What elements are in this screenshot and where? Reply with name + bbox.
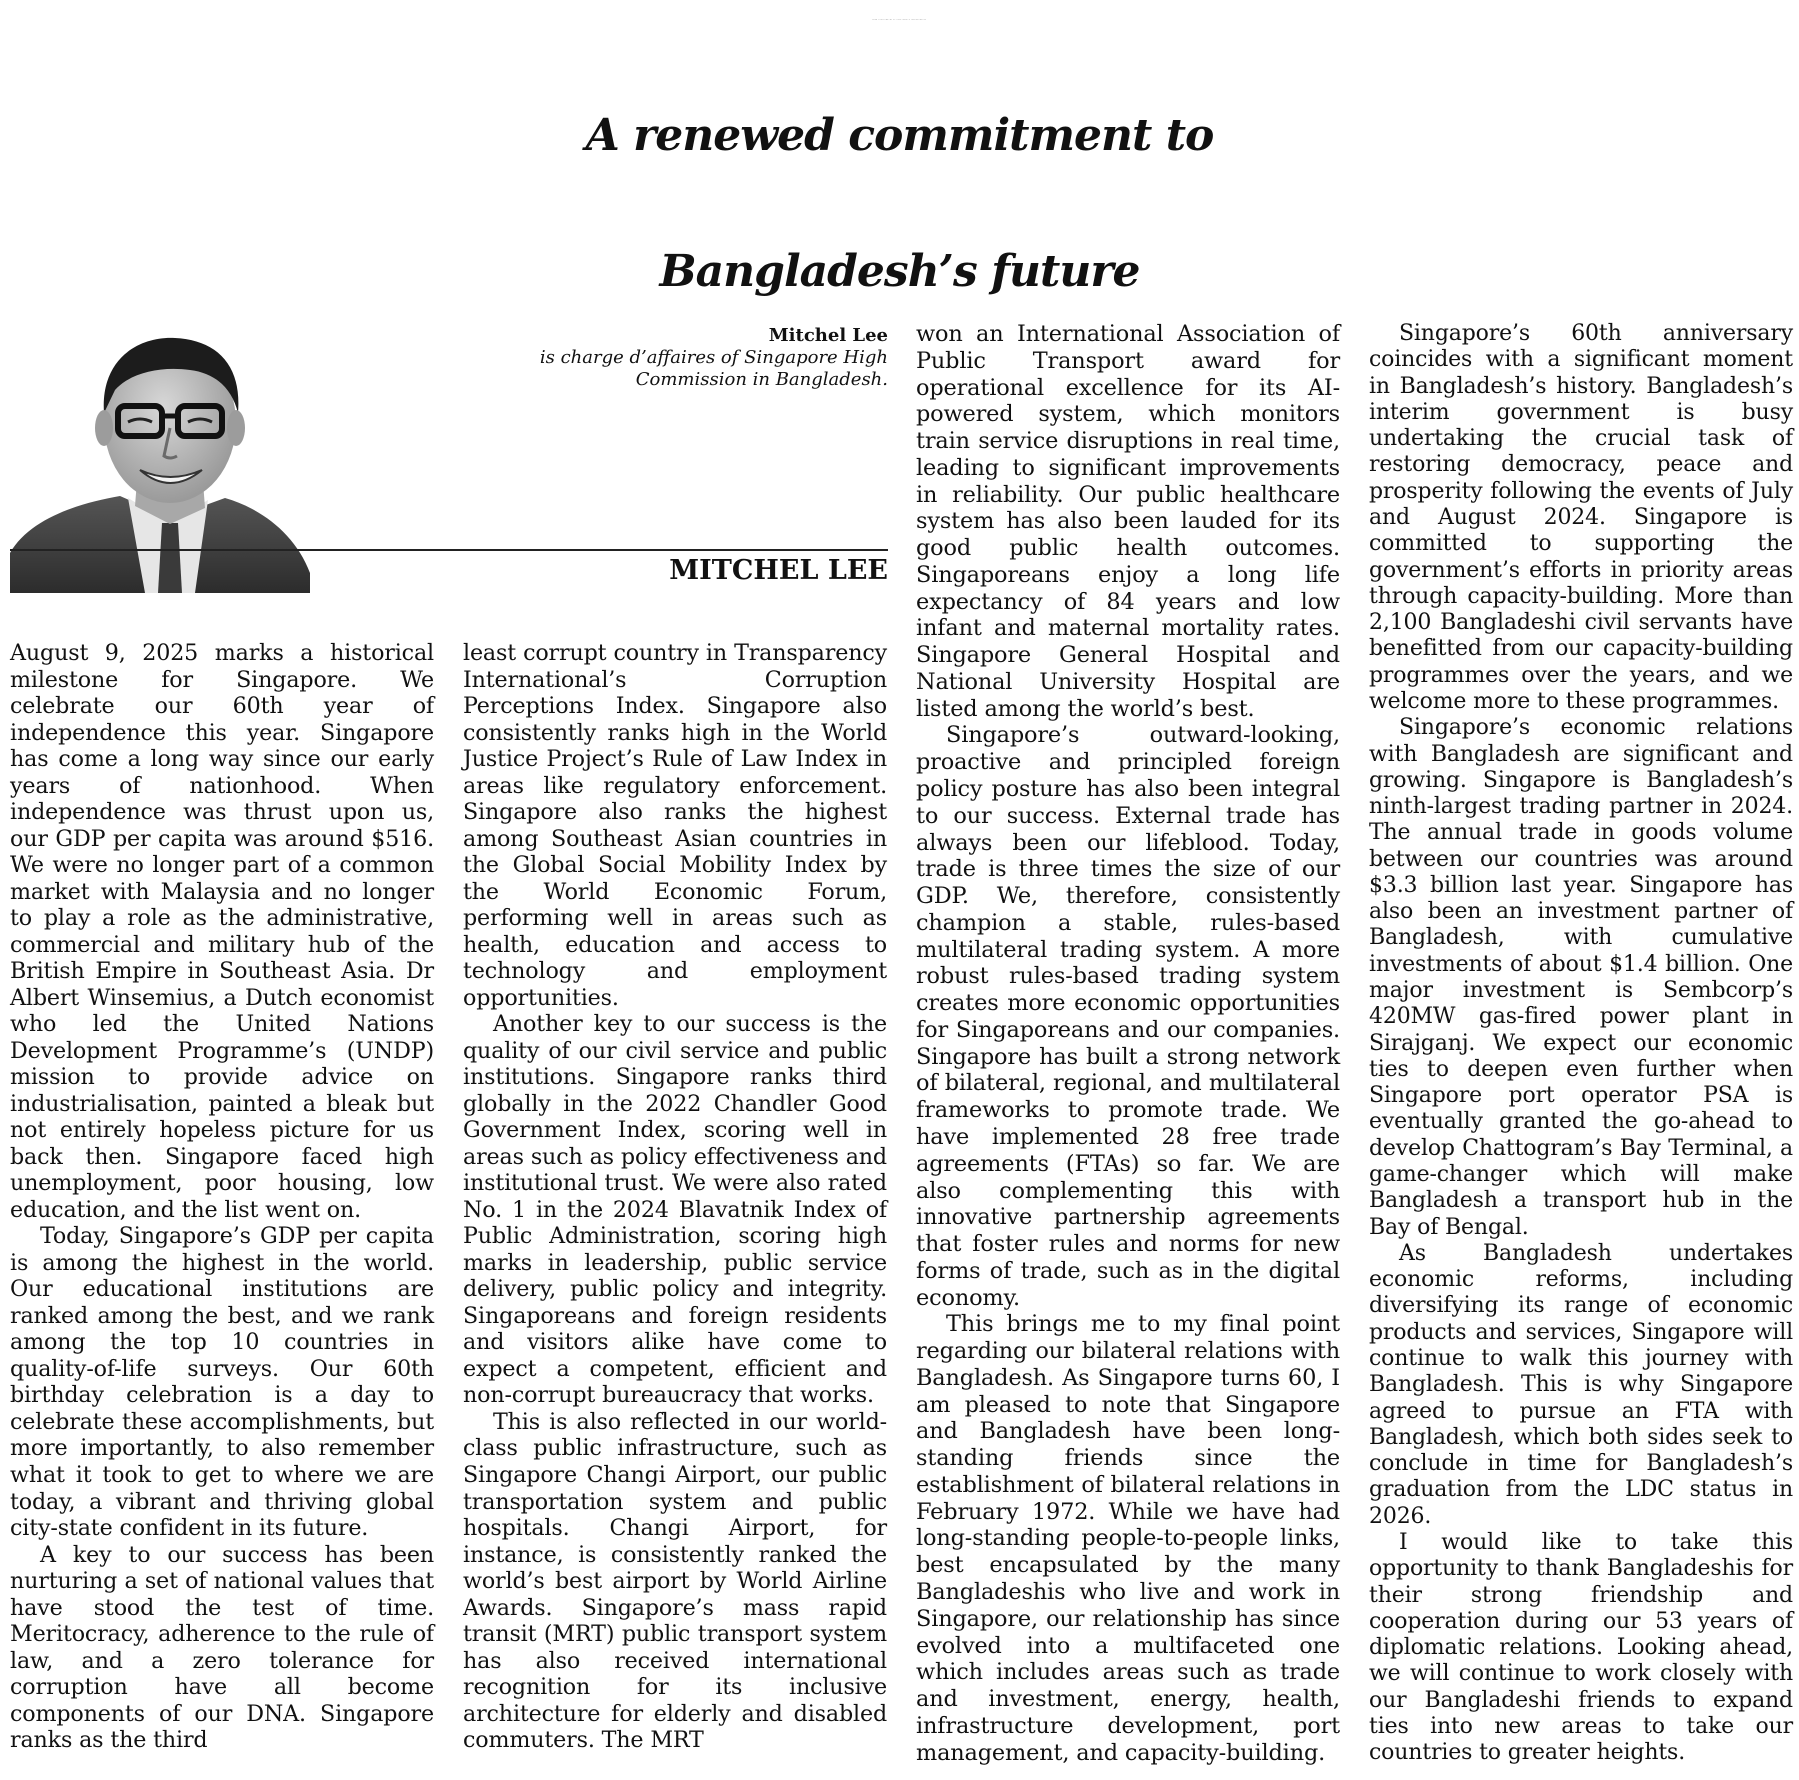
paragraph: Singapore’s 60th anniversary coincides with a significant moment in Bangladesh’s history. Bangladesh’s interim government is busy undertaking the crucial task of restoring democracy, peace and prosperity following the events of July and August 2024. Singapore is committed to supporting the government’s efforts in priority areas through capacity-building. More than 2,100 Bangladeshi civil servants have benefitted from our capacity-building programmes over the years, and we welcome more to these programmes. bbox=[1369, 321, 1793, 714]
paragraph: As Bangladesh undertakes economic reforms, including diversifying its range of economic products and services, Singapore will continue to walk this journey with Bangladesh. This is why Singapore agreed to pursue an FTA with Bangladesh, which both sides seek to conclude in time for Bangladesh’s graduation from the LDC status in 2026. bbox=[1369, 1240, 1793, 1529]
paragraph: Today, Singapore’s GDP per capita is among the highest in the world. Our educational institutions are ranked among the best, and we rank among the top 10 countries in quality-of-life surveys. Our 60th birthday celebration is a day to celebrate these accomplishments, but more importantly, to also remember what it took to get to where we are today, a vibrant and thriving global city-state confident in its future. bbox=[10, 1223, 434, 1542]
paragraph: Singapore’s economic relations with Bangladesh are significant and growing. Singapore is Bangladesh’s ninth-largest trading partner in 2024. The annual trade in goods volume between our countries was around $3.3 billion last year. Singapore has also been an investment partner of Bangladesh, with cumulative investments of about $1.4 billion. One major investment is Sembcorp’s 420MW gas-fired power plant in Sirajganj. We expect our economic ties to deepen even further when Singapore port operator PSA is eventually granted the go-ahead to develop Chattogram’s Bay Terminal, a game-changer which will make Bangladesh a transport hub in the Bay of Bengal. bbox=[1369, 715, 1793, 1240]
author-role-line-2: Commission in Bangladesh. bbox=[635, 369, 888, 390]
article-column-2 bbox=[463, 640, 887, 1754]
paragraph: Another key to our success is the quality of our civil service and public institutions. Singapore ranks third globally in the 2022 Chandler Good Government Index, scoring well in areas such as policy effectiveness and institutional trust. We were also rated No. 1 in the 2024 Blavatnik Index of Public Administration, scoring high marks in leadership, public service delivery, public policy and integrity. Singaporeans and foreign residents and visitors alike have come to expect a competent, efficient and non-corrupt bureaucracy that works. bbox=[463, 1011, 887, 1409]
paragraph: This is also reflected in our world-class public infrastructure, such as Singapore Changi Airport, our public transportation system and public hospitals. Changi Airport, for instance, is consistently ranked the world’s best airport by World Airline Awards. Singapore’s mass rapid transit (MRT) public transport system has also received international recognition for its inclusive architecture for elderly and disabled commuters. The MRT bbox=[463, 1408, 887, 1754]
paragraph: This brings me to my final point regarding our bilateral relations with Bangladesh. As Singapore turns 60, I am pleased to note that Singapore and Bangladesh have been long-standing friends since the establishment of bilateral relations in February 1972. While we have had long-standing people-to-people links, best encapsulated by the many Bangladeshis who live and work in Singapore, our relationship has since evolved into a multifaceted one which includes areas such as trade and investment, energy, health, infrastructure development, port management, and capacity-building. bbox=[916, 1311, 1340, 1766]
section-kicker: 60TH ANNIVERSARY OF SINGAPORE’S INDEPENDENCE bbox=[872, 20, 927, 21]
article-column-4 bbox=[1369, 321, 1793, 1766]
headline bbox=[0, 68, 1799, 340]
paragraph: A key to our success has been nurturing a set of national values that have stood the test of time. Meritocracy, adherence to the rule of law, and a zero tolerance for corruption have all become components of our DNA. Singapore ranks as the third bbox=[10, 1541, 434, 1754]
author-role-line-1: is charge d’affaires of Singapore High bbox=[539, 347, 888, 368]
byline: MITCHEL LEE bbox=[669, 555, 888, 586]
paragraph: I would like to take this opportunity to thank Bangladeshis for their strong friendship and cooperation during our 53 years of diplomatic relations. Looking ahead, we will continue to work closely with our Bangladeshi friends to expand ties into new areas to take our countries to greater heights. bbox=[1369, 1529, 1793, 1766]
paragraph: least corrupt country in Transparency International’s Corruption Perceptions Index. Singapore also consistently ranks high in the World Justice Project’s Rule of Law Index in areas like regulatory enforcement. Singapore also ranks the highest among Southeast Asian countries in the Global Social Mobility Index by the World Economic Forum, performing well in areas such as health, education and access to technology and employment opportunities. bbox=[463, 640, 887, 1011]
paragraph: August 9, 2025 marks a historical milestone for Singapore. We celebrate our 60th year of independence this year. Singapore has come a long way since our early years of nationhood. When independence was thrust upon us, our GDP per capita was around $516. We were no longer part of a common market with Malaysia and no longer to play a role as the administrative, commercial and military hub of the British Empire in Southeast Asia. Dr Albert Winsemius, a Dutch economist who led the United Nations Development Programme’s (UNDP) mission to provide advice on industrialisation, painted a bleak but not entirely hopeless picture for us back then. Singapore faced high unemployment, poor housing, low education, and the list went on. bbox=[10, 640, 434, 1223]
author-portrait-image bbox=[10, 318, 310, 593]
article-column-1 bbox=[10, 640, 434, 1754]
article-column-3 bbox=[916, 321, 1340, 1766]
paragraph: won an International Association of Public Transport award for operational excellence for its AI-powered system, which monitors train service disruptions in real time, leading to significant improvements in reliability. Our public healthcare system has also been lauded for its good public health outcomes. Singaporeans enjoy a long life expectancy of 84 years and low infant and maternal mortality rates. Singapore General Hospital and National University Hospital are listed among the world’s best. bbox=[916, 321, 1340, 722]
paragraph: Singapore’s outward-looking, proactive and principled foreign policy posture has also been integral to our success. External trade has always been our lifeblood. Today, trade is three times the size of our GDP. We, therefore, consistently champion a stable, rules-based multilateral trading system. A more robust rules-based trading system creates more economic opportunities for Singaporeans and our companies. Singapore has built a strong network of bilateral, regional, and multilateral frameworks to promote trade. We have implemented 28 free trade agreements (FTAs) so far. We are also complementing this with innovative partnership agreements that foster rules and norms for new forms of trade, such as in the digital economy. bbox=[916, 722, 1340, 1311]
author-bio bbox=[458, 325, 888, 391]
headline-line-1: A renewed commitment to bbox=[585, 110, 1214, 161]
byline-divider bbox=[10, 549, 888, 551]
author-name: Mitchel Lee bbox=[768, 325, 888, 346]
headline-line-2: Bangladesh’s future bbox=[659, 246, 1140, 297]
author-photo bbox=[10, 318, 310, 593]
